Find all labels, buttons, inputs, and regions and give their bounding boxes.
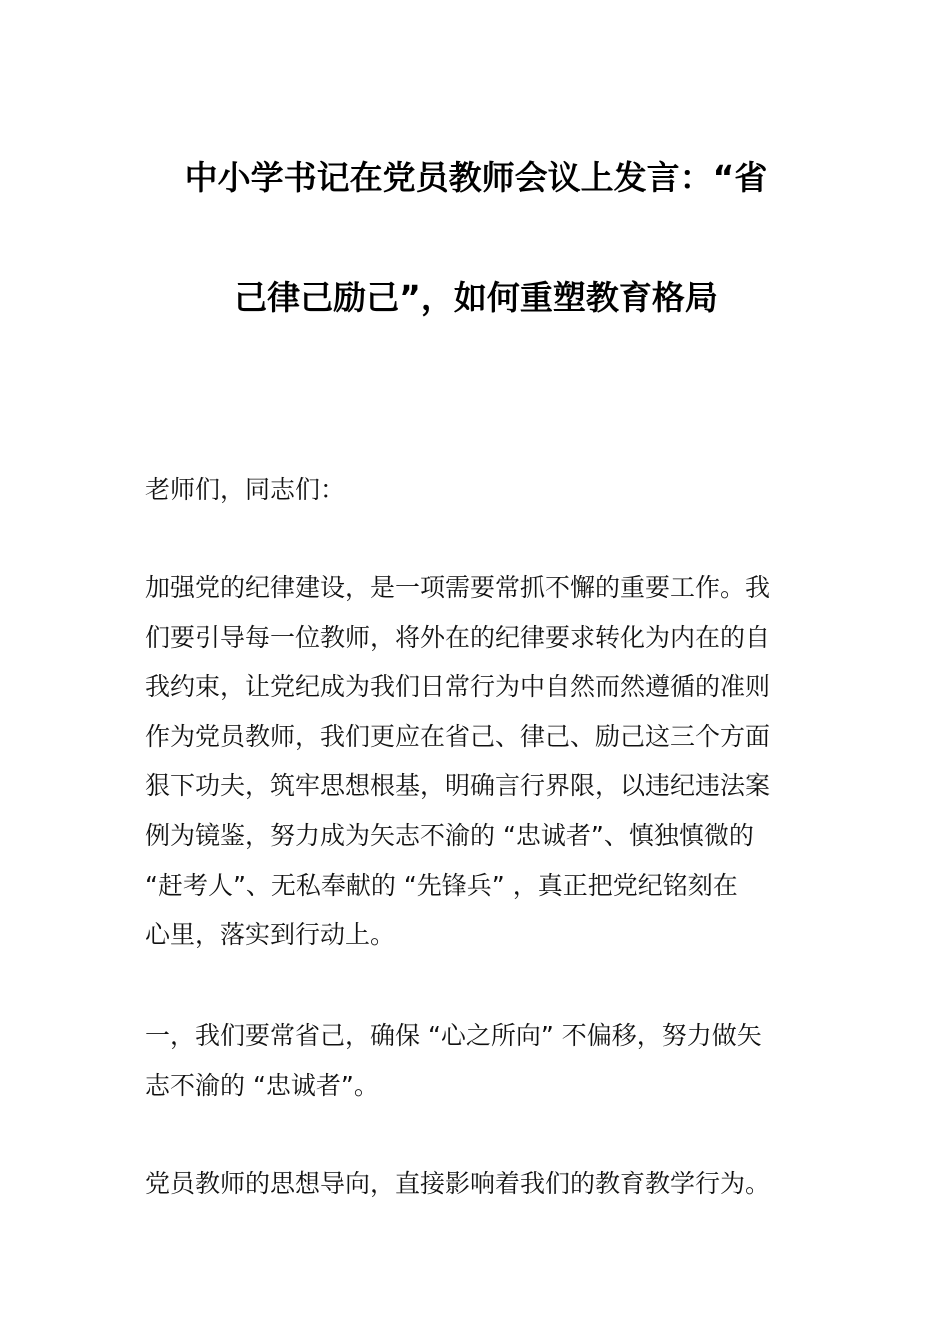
text-line: 心里，落实到行动上。: [145, 920, 396, 950]
text-line: 加强党的纪律建设，是一项需要常抓不懈的重要工作。我: [145, 573, 771, 602]
text-line: 老师们，同志们：: [145, 475, 346, 504]
text-line: 一，我们要常省己，确保 “心之所向” 不偏移，努力做矢: [145, 1021, 762, 1050]
text-line: 我约束，让党纪成为我们日常行为中自然而然遵循的准则: [145, 672, 771, 702]
text-line: 例为镜鉴，努力成为矢志不渝的 “忠诚者”、慎独慎微的: [145, 820, 754, 850]
text-line: 志不渝的 “忠诚者”。: [145, 1070, 379, 1100]
text-line: 们要引导每一位教师，将外在的纪律要求转化为内在的自: [145, 622, 771, 652]
body-paragraph-1: [145, 563, 815, 960]
document-title-line-1: 中小学书记在党员教师会议上发言：“省: [184, 158, 768, 197]
body-paragraph-2: [145, 1159, 815, 1209]
text-line: “赶考人”、无私奉献的 “先锋兵” ，真正把党纪铭刻在: [145, 870, 738, 900]
greeting-paragraph: [145, 465, 815, 515]
text-line: 党员教师的思想导向，直接影响着我们的教育教学行为。: [145, 1169, 771, 1198]
section-point-1-paragraph: [145, 1011, 815, 1110]
document-title-line-2: 己律己励己”，如何重塑教育格局: [234, 278, 718, 317]
text-line: 狠下功夫，筑牢思想根基，明确言行界限，以违纪违法案: [145, 771, 771, 801]
text-line: 作为党员教师，我们更应在省己、律己、励己这三个方面: [145, 721, 771, 751]
